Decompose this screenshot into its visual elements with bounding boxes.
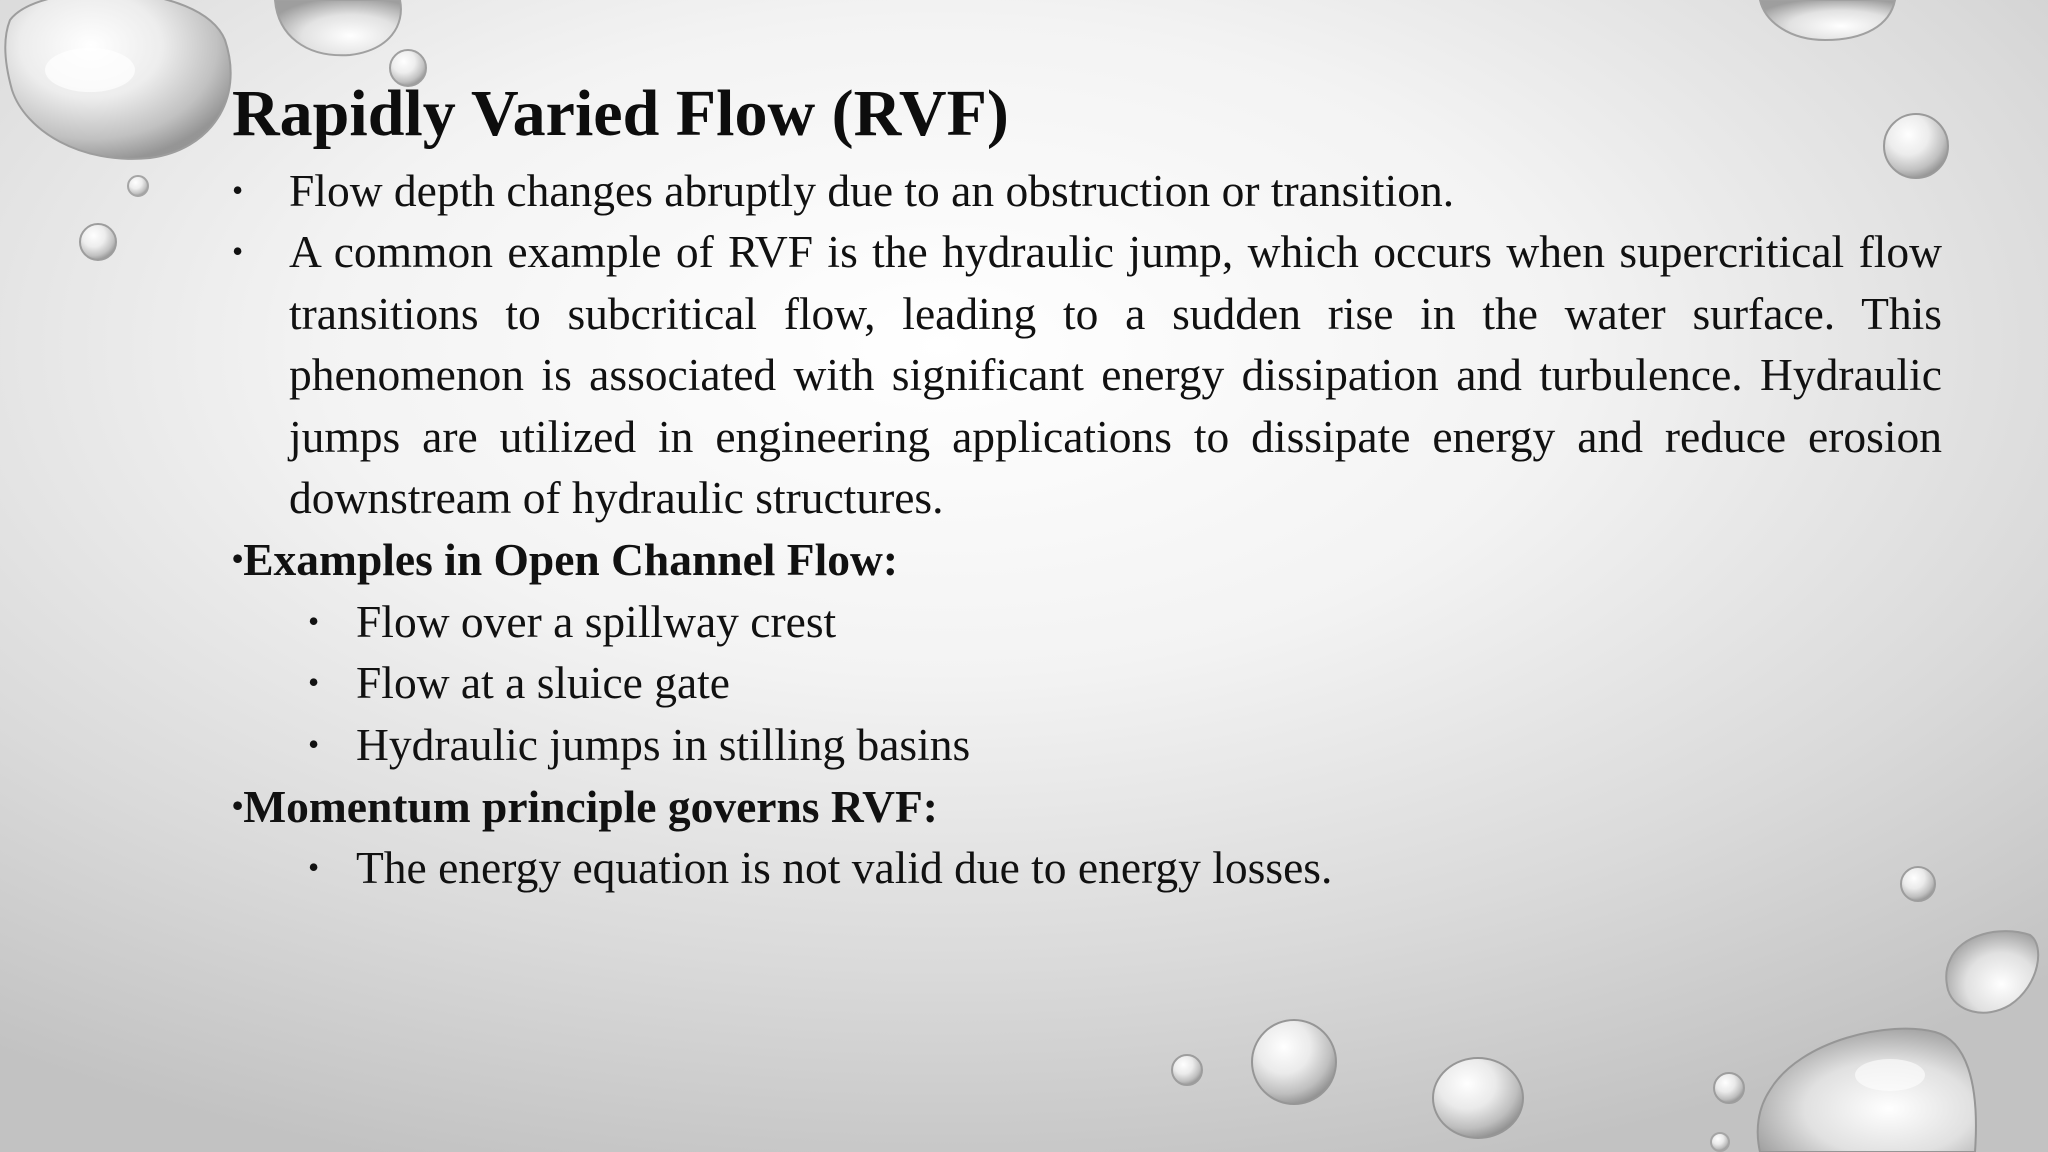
bullet-marker: • bbox=[308, 664, 320, 701]
list-item bbox=[232, 591, 1942, 652]
bullet-marker: • bbox=[308, 849, 320, 886]
list-item-text: The energy equation is not valid due to energy losses. bbox=[356, 842, 1333, 894]
droplet bbox=[1760, 0, 1895, 40]
list-item bbox=[232, 652, 1942, 713]
list-item-text: Hydraulic jumps in stilling basins bbox=[356, 718, 971, 770]
section-heading-text: Examples in Open Channel Flow: bbox=[243, 534, 898, 586]
list-item bbox=[232, 714, 1942, 775]
section-heading-text: Momentum principle governs RVF: bbox=[243, 781, 938, 833]
slide-content bbox=[232, 70, 1942, 899]
bullet-marker: • bbox=[232, 172, 244, 208]
droplet bbox=[275, 0, 401, 55]
slide-title: Rapidly Varied Flow (RVF) bbox=[232, 77, 1009, 150]
droplet bbox=[1758, 1029, 1976, 1152]
bullet-item bbox=[232, 160, 1942, 221]
bullet-marker: • bbox=[308, 602, 320, 639]
droplet bbox=[5, 0, 230, 159]
droplet bbox=[1252, 1020, 1336, 1104]
bullet-marker: • bbox=[308, 725, 320, 762]
droplet bbox=[1433, 1058, 1523, 1138]
list-item-text: Flow over a spillway crest bbox=[356, 595, 837, 647]
droplet bbox=[80, 224, 116, 260]
droplet bbox=[1711, 1133, 1729, 1151]
bullet-item bbox=[232, 221, 1942, 528]
droplet bbox=[1946, 931, 2038, 1013]
bullet-text: A common example of RVF is the hydraulic jump, which occurs when supercritical flow transitions to subcritical flow, leading to a sudden rise in the water surface. This phenomenon is associated with significant energy dissipation and turbulence. Hydraulic jumps are utilized in engineering applications to dissipate energy and reduce erosion downstream of hydraulic structures. bbox=[289, 226, 1942, 524]
droplet bbox=[1714, 1073, 1744, 1103]
section-heading bbox=[232, 528, 1942, 590]
section-heading bbox=[232, 775, 1942, 837]
bullet-marker: • bbox=[232, 233, 244, 270]
droplet bbox=[1172, 1055, 1202, 1085]
bullet-marker: • bbox=[232, 787, 244, 824]
bullet-marker: • bbox=[232, 540, 244, 577]
bullet-text: Flow depth changes abruptly due to an obstruction or transition. bbox=[289, 165, 1455, 216]
droplet bbox=[128, 176, 148, 196]
list-item-text: Flow at a sluice gate bbox=[356, 657, 730, 709]
list-item bbox=[232, 837, 1942, 898]
